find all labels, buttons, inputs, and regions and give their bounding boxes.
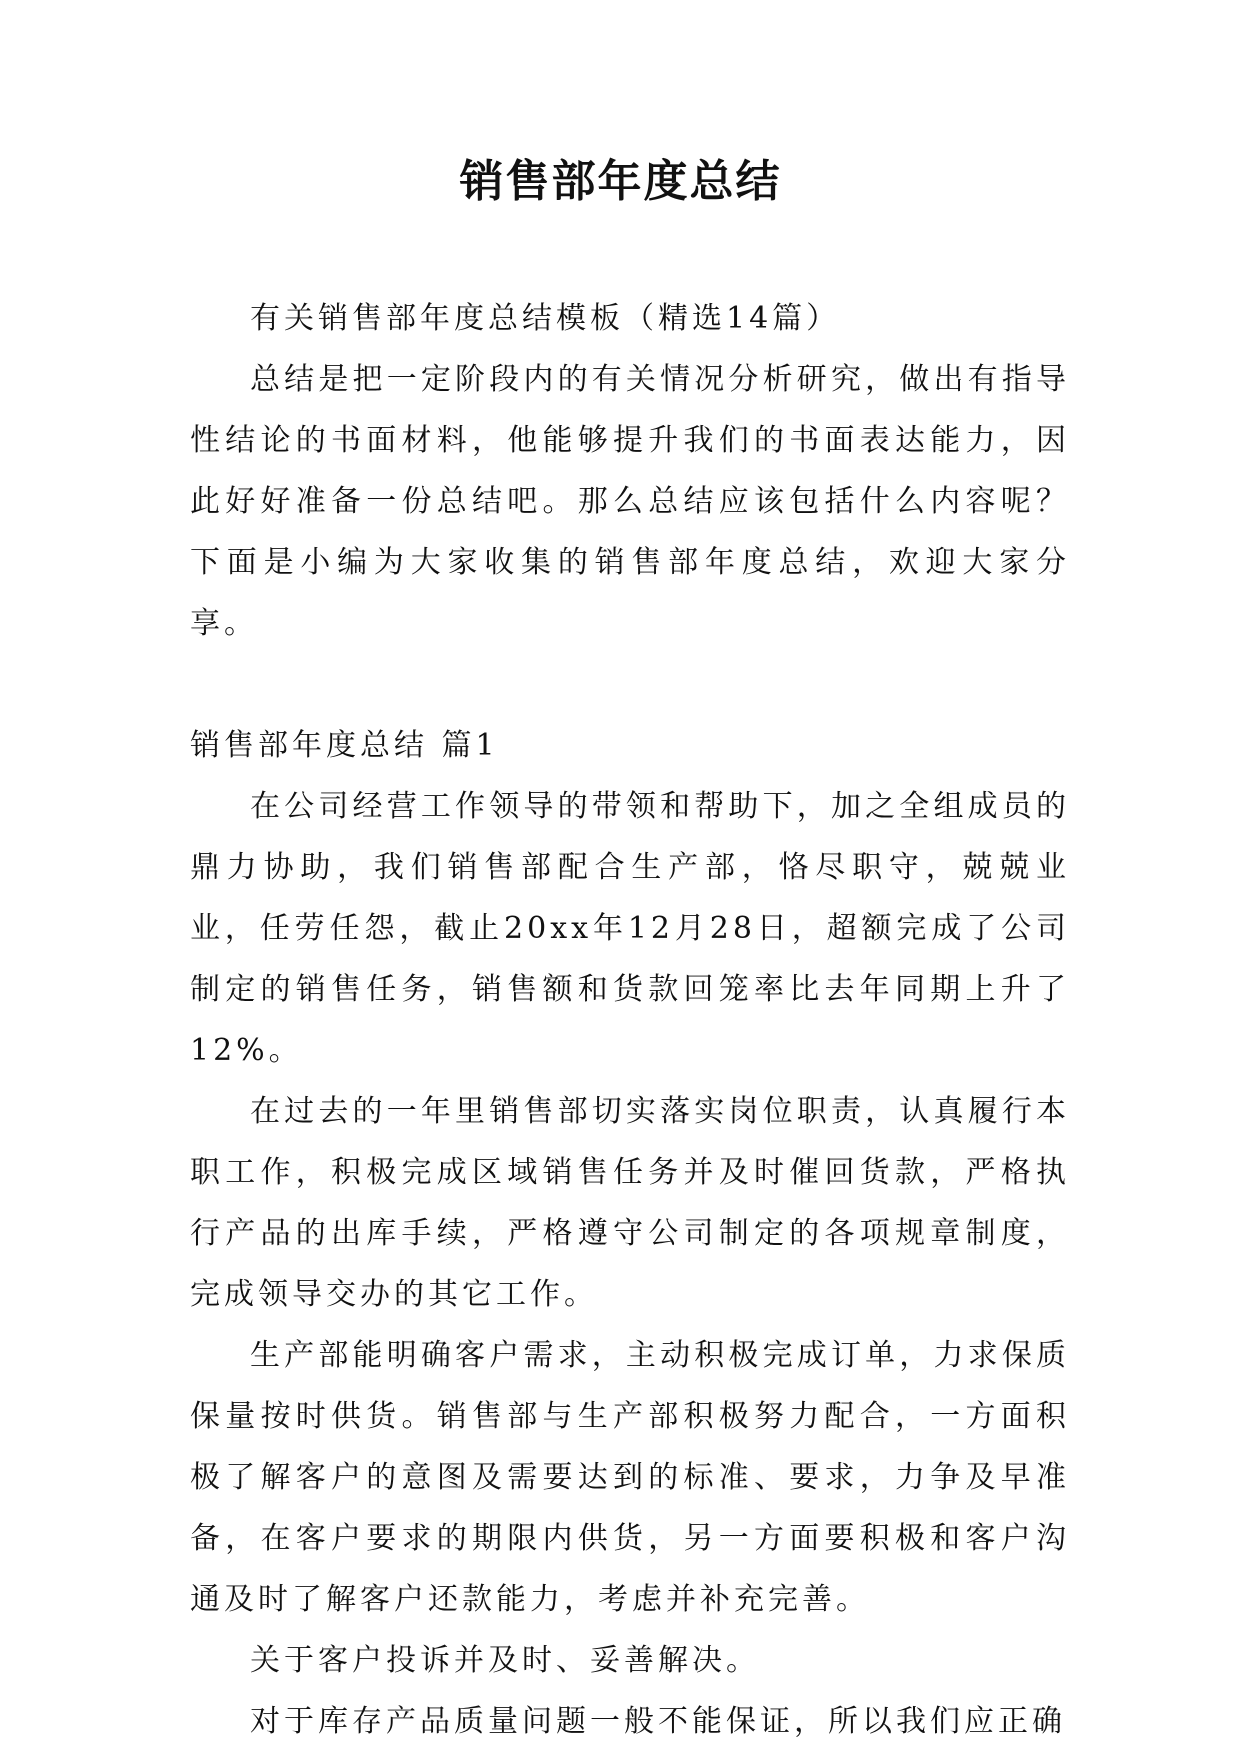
document-title: 销售部年度总结 [459, 156, 782, 207]
body-paragraph: 在公司经营工作领导的带领和帮助下，加之全组成员的鼎力协助，我们销售部配合生产部，恪尽职守，兢兢业业，任劳任怨，截止20xx年12月28日，超额完成了公司制定的销售任务，销售额和货款回笼率比去年同期上升了12%。 [190, 789, 1070, 1068]
section-heading: 销售部年度总结 篇1 [190, 728, 499, 763]
intro-title-paragraph: 有关销售部年度总结模板（精选14篇） [250, 301, 841, 336]
body-paragraph: 对于库存产品质量问题一般不能保证，所以我们应正确 [250, 1704, 1066, 1739]
body-paragraph: 在过去的一年里销售部切实落实岗位职责，认真履行本职工作，积极完成区域销售任务并及时催回货款，严格执行产品的出库手续，严格遵守公司制定的各项规章制度，完成领导交办的其它工作。 [190, 1094, 1070, 1312]
body-paragraph: 关于客户投诉并及时、妥善解决。 [250, 1643, 760, 1678]
body-paragraph: 生产部能明确客户需求，主动积极完成订单，力求保质保量按时供货。销售部与生产部积极努力配合，一方面积极了解客户的意图及需要达到的标准、要求，力争及早准备，在客户要求的期限内供货，另一方面要积极和客户沟通及时了解客户还款能力，考虑并补充完善。 [190, 1338, 1070, 1617]
intro-paragraph: 总结是把一定阶段内的有关情况分析研究，做出有指导性结论的书面材料，他能够提升我们的书面表达能力，因此好好准备一份总结吧。那么总结应该包括什么内容呢？下面是小编为大家收集的销售部年度总结，欢迎大家分享。 [190, 362, 1070, 641]
document-body [190, 288, 1070, 1752]
